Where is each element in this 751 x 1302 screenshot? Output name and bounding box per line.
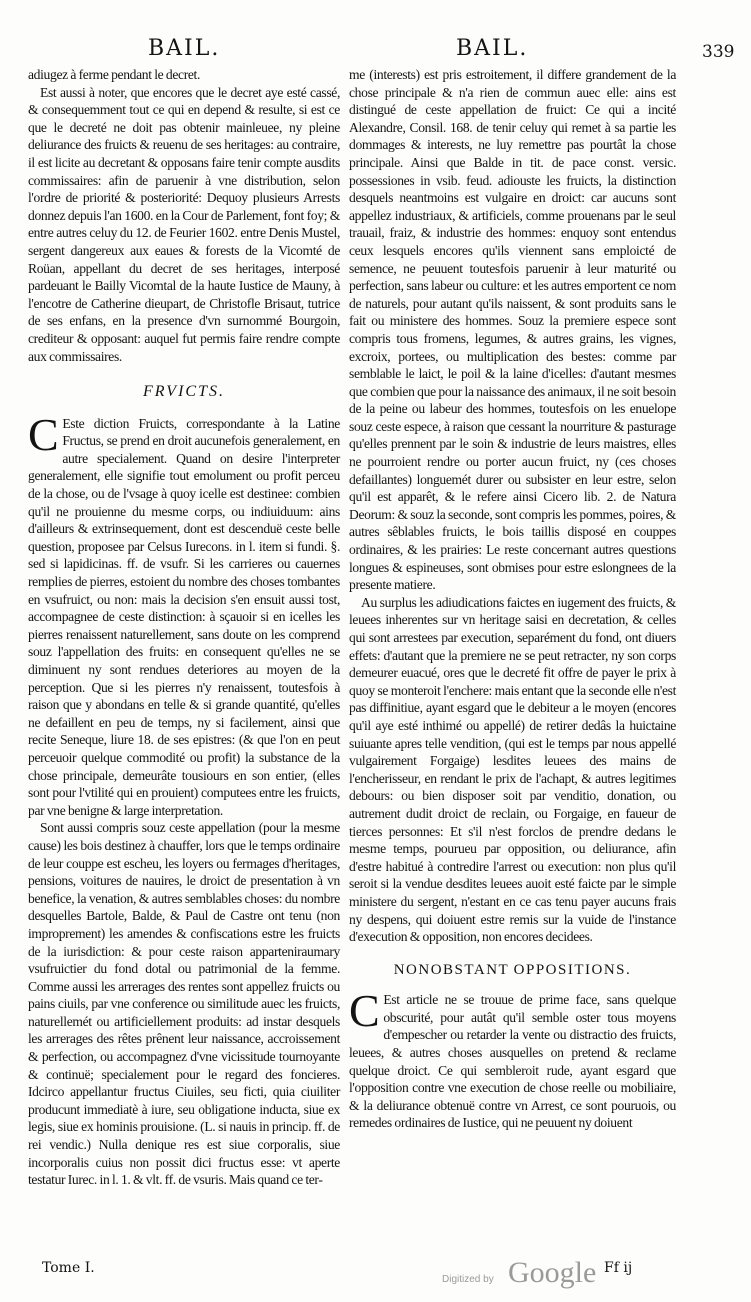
paragraph: Est aussi à noter, que encores que le decret aye esté cassé, & consequemment tout ce qui en depend & resulte, si est ce que le decreté ne doit pas obtenir mainleuee, ny pleine deliurance des fruicts & reuenu de ses heritages: au contraire, il est licite au decretant & opposans faire tenir compte ausdits commissaires: afin de paruenir à vne distribution, selon l'ordre de priorité & posteriorité: Dequoy plusieurs Arrests donnez depuis l'an 1600. en la Cour de Parlement, font foy; & entre autres celuy du 12. de Feurier 1602. entre Denis Mustel, sergent dangereux aux eaues & forests de la Vicomté de Roüan, appellant du decret de ses heritages, interposé pardeuant le Bailly Vicomtal de la haute Iustice de Mauny, à l'encotre de Catherine dieupart, de Christofle Brisaut, tutrice de ses enfans, en la presence d'vn surnommé Bourgoin, crediteur & opposant: auquel fut permis faire rendre compte aux commissaires. bbox=[28, 84, 340, 364]
paragraph: Sont aussi compris souz ceste appellation (pour la mesme cause) les bois destinez à chauffer, lors que le temps ordinaire de leur couppe est escheu, les loyers ou fermages d'heritages, pensions, voitures de nauires, le droict de presentation à vn benefice, la venation, & autres semblables choses: du nombre desquelles Bartole, Balde, & Paul de Castre ont tenu (non improprement) les amendes & confiscations estre les fruicts de la iurisdiction: & pour ceste raison apparteniraumary vsufruictier du fond dotal ou patrimonial de la femme. Comme aussi les arrerages des rentes sont appellez fruicts ou pains ciuils, par vne conference ou similitude auec les fruicts, naturellemét ou artificiellement produits: ad instar desquels les arrerages des rêtes prênent leur naissance, accroissement & perfection, ou accompagnez d'vne vicissitude tournoyante & continuë; specialement pour le regard des foncieres. Idcirco appellantur fructus Ciuiles, seu ficti, quia ciuiliter producunt immediatè à iure, seu obligatione inducta, siue ex legis, siue ex hominis prouisione. (L. si nauis in princip. ff. de rei vendic.) Nulla denique res est siue corporalis, siue incorporalis cuius non possit dici fructus esse: vt aperte testatur Iurec. in l. 1. & vlt. ff. de vsuris. Mais quand ce ter- bbox=[28, 820, 340, 1188]
paragraph bbox=[349, 985, 676, 1132]
paragraph-text: Est article ne se trouue de prime face, sans quelque obscurité, pour autât qu'il semble oster tous moyens d'empescher ou retarder la vente ou distractio des fruicts, leuees, & autres choses ausquelles on pretend & reclame quelque droict. Ce qui sembleroit rude, ayant esgard que l'opposition contre vne execution de chose reelle ou mobiliaire, & la deliurance obtenuë contre vn Arrest, ce sont pouruois, ou remedes ordinaires de Iustice, qui ne peuuent ny doiuent bbox=[349, 992, 676, 1131]
column-gutter bbox=[344, 66, 345, 1252]
volume-label: Tome I. bbox=[42, 1260, 95, 1276]
watermark-brand: Google bbox=[508, 1256, 597, 1289]
watermark-prefix: Digitized by bbox=[442, 1274, 494, 1285]
section-heading-fruicts: FRVICTS. bbox=[143, 383, 225, 401]
paragraph: Au surplus les adiudications faictes en iugement des fruicts, & leuees inherentes sur vn heritage saisi en decretation, & celles qui sont arrestees par execution, separément du fond, ont diuers effets: d'autant que la premiere ne se peut retracter, ny son corps demeurer euacué, ores que le decreté fit offre de payer le prix à quoy se monteroit l'enchere: mais entant que la seconde elle n'est pas diffinitiue, ayant esgard que le debiteur a le moyen (encores qu'il aye esté inthimé ou appellé) de retirer dedâs la huictaine suiuante apres telle vendition, (qui est le temps par nous appellé vulgairement Forgaige) lesdites leuees des mains de l'encherisseur, en rendant le prix de l'achapt, & autres legitimes debours: ou bien disposer soit par venditio, donation, ou autrement dudit droict de reclain, ou Forgaige, en faueur de tierces personnes: Et s'il n'est forclos de prendre dedans le mesme temps, pourueu par opposition, ou deliurance, afin d'estre habitué à contredire l'arrest ou execution: non plus qu'il seroit si la vendue desdites leuees auoit esté faicte par le simple ministere du sergent, n'estant en ce cas tenu payer aucuns frais ny despens, qui doiuent estre remis sur la vuide de l'instance d'execution & opposition, non encores decidees. bbox=[349, 594, 676, 945]
drop-cap: C bbox=[349, 985, 380, 1037]
digitized-watermark bbox=[442, 1256, 662, 1296]
paragraph bbox=[28, 408, 340, 820]
signature-mark: Ff ij bbox=[604, 1260, 633, 1276]
paragraph: adiugez à ferme pendant le decret. bbox=[28, 67, 201, 82]
paragraph-text: Este diction Fruicts, correspondante à la Latine Fructus, se prend en droit aucunefois generalement, en autre specialement. Quand on desire l'interpreter generalement, elle signifie tout emolument ou profit perceu de la chose, ou de l'vsage à quoy icelle est destinee: combien qu'il ne prouienne du mesme corps, ou indiuiduum: ains d'ailleurs & extrinsequement, dont est descenduë ceste belle question, proposee par Celsus Iurecons. in l. item si fundi. §. sed si lapidicinas. ff. de vsufr. Si les carrieres ou cauernes remplies de pierres, estoient du nombre des choses tombantes en vsufruict, ou non: mais la decision s'en ensuit aussi tost, accompagnee de ceste distinction: à sçauoir si en icelles les pierres renaissent naturellement, sans doute on les comprend souz l'appellation des fruits: en consequent qu'elles ne se diminuent ny sont rendues deteriores au moyen de la perception. Que si les pierres n'y renaissent, toutesfois à raison que y abondans en telle & si grande quantité, qu'elles ne defaillent en peu de temps, ny si facilement, ainsi que recite Seneque, liure 18. de ses epistres: (& que l'on en peut perceuoir quelque commodité ou profit) la substance de la chose principale, demeurâte tousiours en son entier, (elles sont pour l'vtilité qui en prouient) computees entre les fruicts, par vne benigne & large interpretation. bbox=[28, 415, 340, 818]
section-heading-nonobstant: NONOBSTANT OPPOSITIONS. bbox=[393, 961, 632, 978]
paragraph: me (interests) est pris estroitement, il differe grandement de la chose principale & n'a rien de commun auec elle: ains est distingué de ceste appellation de fruict: Ce qui a incité Alexandre, Consil. 168. de tenir celuy qui remet à sa partie les dommages & interests, ne luy remettre pas pourtât la chose principale. Ainsi que Balde in tit. de pace const. versic. possessiones in vsib. feud. adiouste les fruicts, la distinction desquels neantmoins est vulgaire en droict: car aucuns sont appellez industriaux, & artificiels, comme prouenans par le seul trauail, fraiz, & industrie des hommes: enquoy sont entendus ceux lesquels encores qu'ils viennent sans emploicté de semence, ne peuuent toutesfois paruenir à leur maturité ou perfection, sans labeur ou culture: et les autres emportent ce nom de naturels, pour autant qu'ils naissent, & sont produits sans le fait ou ministere des hommes. Souz la premiere espece sont compris tous fromens, legumes, & autres grains, les vignes, excroix, portees, ou multiplication des bestes: comme par semblable le laict, le poil & la laine d'icelles: d'autant mesmes que combien que pour la naissance des animaux, il ne soit besoin de la peine ou labeur des hommes, toutesfois on les enuelope souz ceste espece, à raison que cessant la nourriture & pasturage qu'elles prennent par le soin & industrie de leurs maistres, elles ne pourroient rendre ou porter aucun fruict, ny (ces choses defaillantes) longuemét durer ou subsister en leur estre, selon qu'il est apparêt, & le refere ainsi Cicero lib. 2. de Natura Deorum: & souz la seconde, sont compris les pommes, poires, & autres sêblables fruicts, le bois taillis disposé en couppes ordinaires, & les prairies: Le reste concernant autres questions longues & espineuses, sont obmises pour estre eslongnees de la presente matiere. bbox=[349, 67, 676, 593]
running-head-left: BAIL. bbox=[148, 36, 221, 61]
right-column bbox=[349, 66, 676, 1132]
left-column bbox=[28, 66, 340, 1189]
running-head-right: BAIL. bbox=[456, 36, 529, 61]
page-number: 339 bbox=[702, 42, 735, 62]
drop-cap: C bbox=[28, 408, 59, 460]
